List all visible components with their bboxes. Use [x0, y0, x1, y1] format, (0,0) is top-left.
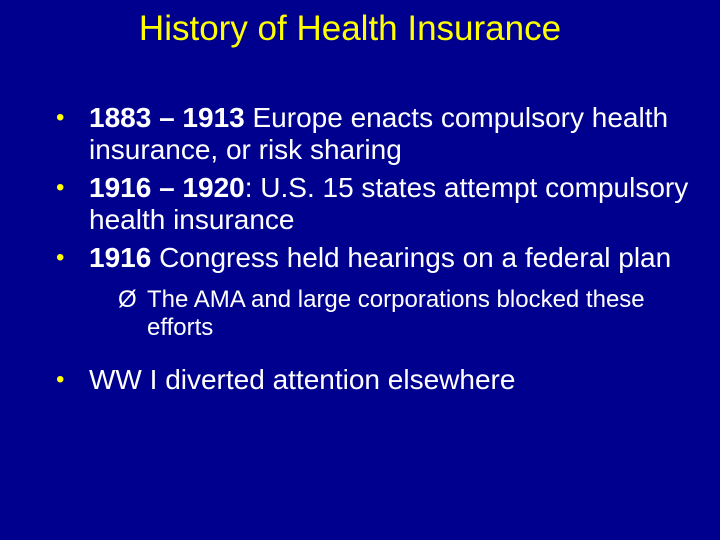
- bullet-dot-icon: •: [56, 174, 65, 201]
- bullet-item: [56, 242, 696, 274]
- bullet-year: 1883 – 1913: [89, 102, 245, 133]
- bullet-text: : U.S. 15 states attempt compulsory health insurance: [89, 172, 689, 235]
- bullet-year: 1916: [89, 242, 152, 273]
- arrow-bullet-icon: Ø: [118, 286, 137, 313]
- bullet-list: [56, 102, 696, 402]
- bullet-item: [56, 102, 696, 166]
- bullet-dot-icon: •: [56, 104, 65, 131]
- bullet-dot-icon: •: [56, 244, 65, 271]
- bullet-item: [56, 172, 696, 236]
- bullet-item: [56, 364, 696, 396]
- bullet-text: WW I diverted attention elsewhere: [89, 364, 516, 395]
- bullet-dot-icon: •: [56, 366, 65, 393]
- sub-bullet-item: [118, 286, 667, 342]
- slide-title: History of Health Insurance: [138, 9, 562, 48]
- bullet-text: Europe enacts compulsory health insurance, or risk sharing: [89, 102, 669, 165]
- bullet-year: 1916 – 1920: [89, 172, 245, 203]
- sub-bullet-text: The AMA and large corporations blocked these efforts: [147, 286, 645, 341]
- bullet-text: Congress held hearings on a federal plan: [151, 242, 672, 273]
